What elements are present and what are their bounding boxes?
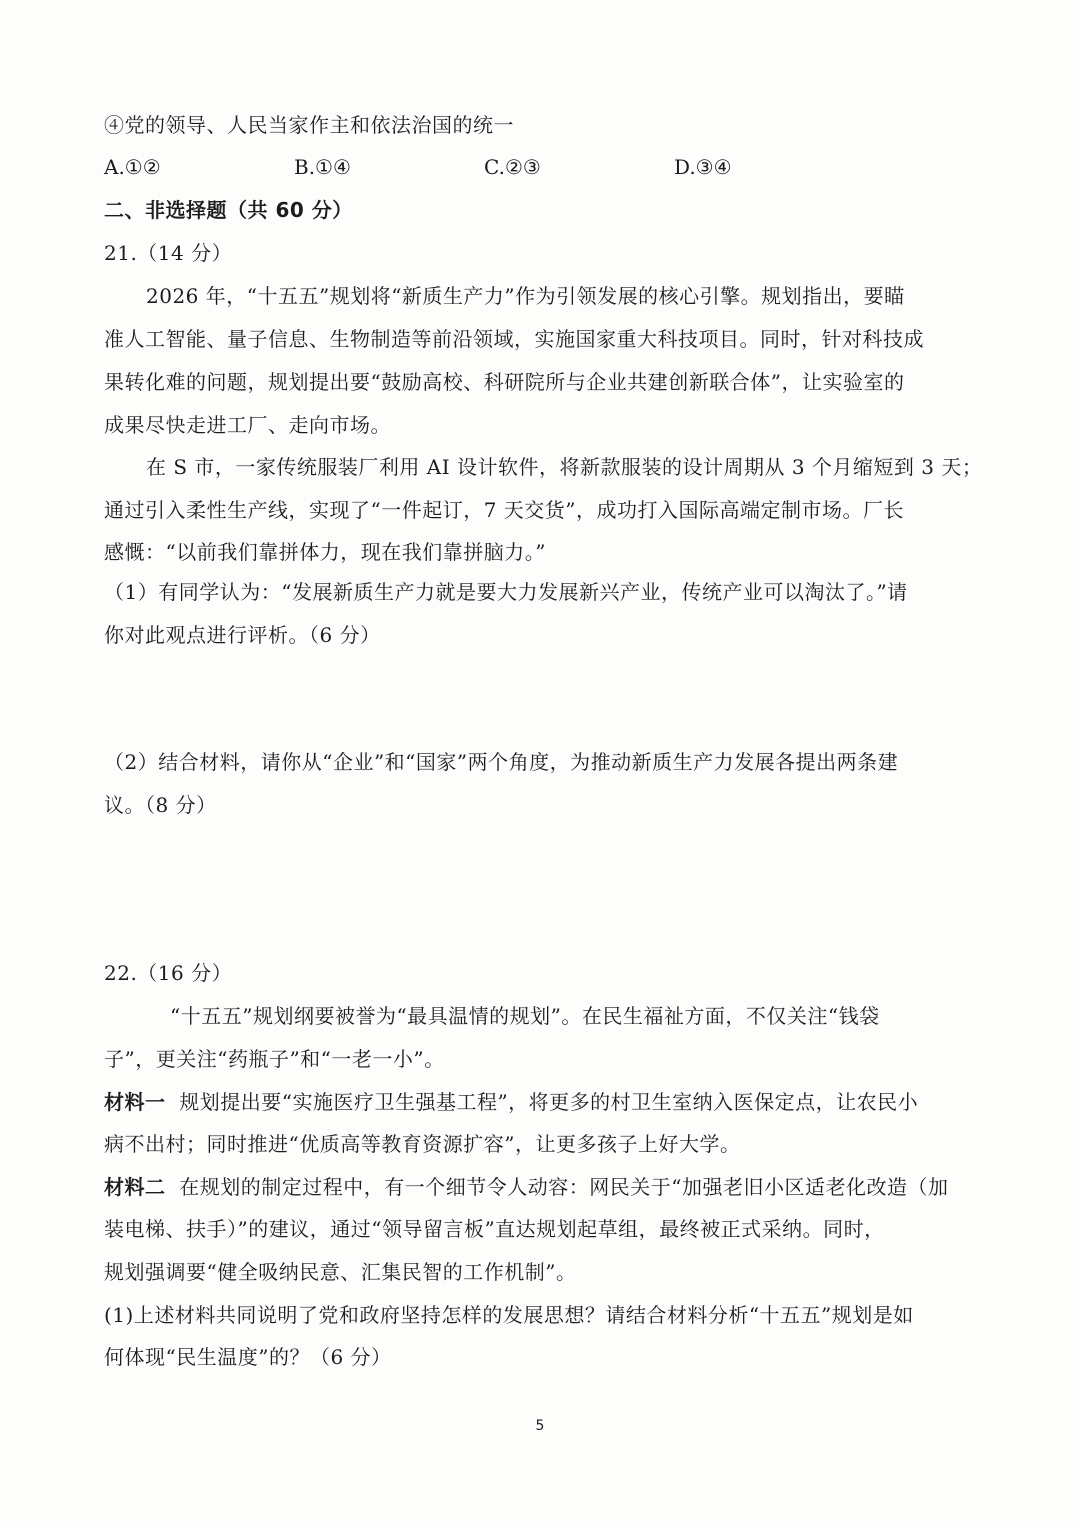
q22-intro-line1: “十五五”规划纲要被誉为“最具温情的规划”。在民生福祉方面，不仅关注“钱袋 [170, 1004, 880, 1028]
q22-material1-line1 [104, 1087, 984, 1117]
q22-number: 22.（16 分） [104, 961, 233, 985]
q22-material2-line2: 装电梯、扶手）”的建议，通过“领导留言板”直达规划起草组，最终被正式采纳。同时， [104, 1217, 885, 1241]
q21-para2-line2: 通过引入柔性生产线，实现了“一件起订，7 天交货”，成功打入国际高端定制市场。厂长 [104, 498, 905, 522]
material2-text: 在规划的制定过程中，有一个细节令人动容：网民关于“加强老旧小区适老化改造（加 [179, 1175, 949, 1199]
material1-text: 规划提出要“实施医疗卫生强基工程”，将更多的村卫生室纳入医保定点，让农民小 [179, 1090, 919, 1114]
q22-intro-line2: 子”，更关注“药瓶子”和“一老一小”。 [104, 1047, 445, 1071]
material1-label: 材料一 [104, 1090, 166, 1114]
page-number: 5 [535, 1418, 545, 1434]
q22-material2-line1 [104, 1172, 984, 1202]
q22-material1-line2: 病不出村；同时推进“优质高等教育资源扩容”，让更多孩子上好大学。 [104, 1132, 741, 1156]
q22-sub1-line2: 何体现“民生温度”的？（6 分） [104, 1345, 392, 1369]
q21-sub1-line1: （1）有同学认为：“发展新质生产力就是要大力发展新兴产业，传统产业可以淘汰了。”请 [104, 580, 908, 604]
section-heading: 二、非选择题（共 60 分） [104, 198, 353, 222]
option-c: C.②③ [484, 155, 541, 179]
option-item-4: ④党的领导、人民当家作主和依法治国的统一 [104, 113, 514, 137]
q21-sub1-line2: 你对此观点进行评析。（6 分） [104, 623, 381, 647]
q21-para1-line3: 果转化难的问题，规划提出要“鼓励高校、科研院所与企业共建创新联合体”，让实验室的 [104, 370, 905, 394]
q21-para1-line1: 2026 年，“十五五”规划将“新质生产力”作为引领发展的核心引擎。规划指出，要瞄 [146, 284, 905, 308]
q21-sub2-line1: （2）结合材料，请你从“企业”和“国家”两个角度，为推动新质生产力发展各提出两条建 [104, 750, 899, 774]
q21-para1-line4: 成果尽快走进工厂、走向市场。 [104, 413, 391, 437]
q22-material2-line3: 规划强调要“健全吸纳民意、汇集民智的工作机制”。 [104, 1260, 577, 1284]
option-d: D.③④ [674, 155, 732, 179]
q21-sub2-line2: 议。（8 分） [104, 793, 217, 817]
q21-para2-line3: 感慨：“以前我们靠拼体力，现在我们靠拼脑力。” [104, 540, 546, 564]
q22-sub1-line1: (1)上述材料共同说明了党和政府坚持怎样的发展思想？请结合材料分析“十五五”规划是如 [104, 1303, 914, 1327]
answer-options [104, 152, 984, 182]
q21-para2-line1: 在 S 市，一家传统服装厂利用 AI 设计软件，将新款服装的设计周期从 3 个月缩短到 3 天； [146, 455, 983, 479]
q21-number: 21.（14 分） [104, 241, 233, 265]
option-b: B.①④ [294, 155, 351, 179]
q21-para1-line2: 准人工智能、量子信息、生物制造等前沿领域，实施国家重大科技项目。同时，针对科技成 [104, 327, 924, 351]
material2-label: 材料二 [104, 1175, 166, 1199]
option-a: A.①② [104, 155, 161, 179]
